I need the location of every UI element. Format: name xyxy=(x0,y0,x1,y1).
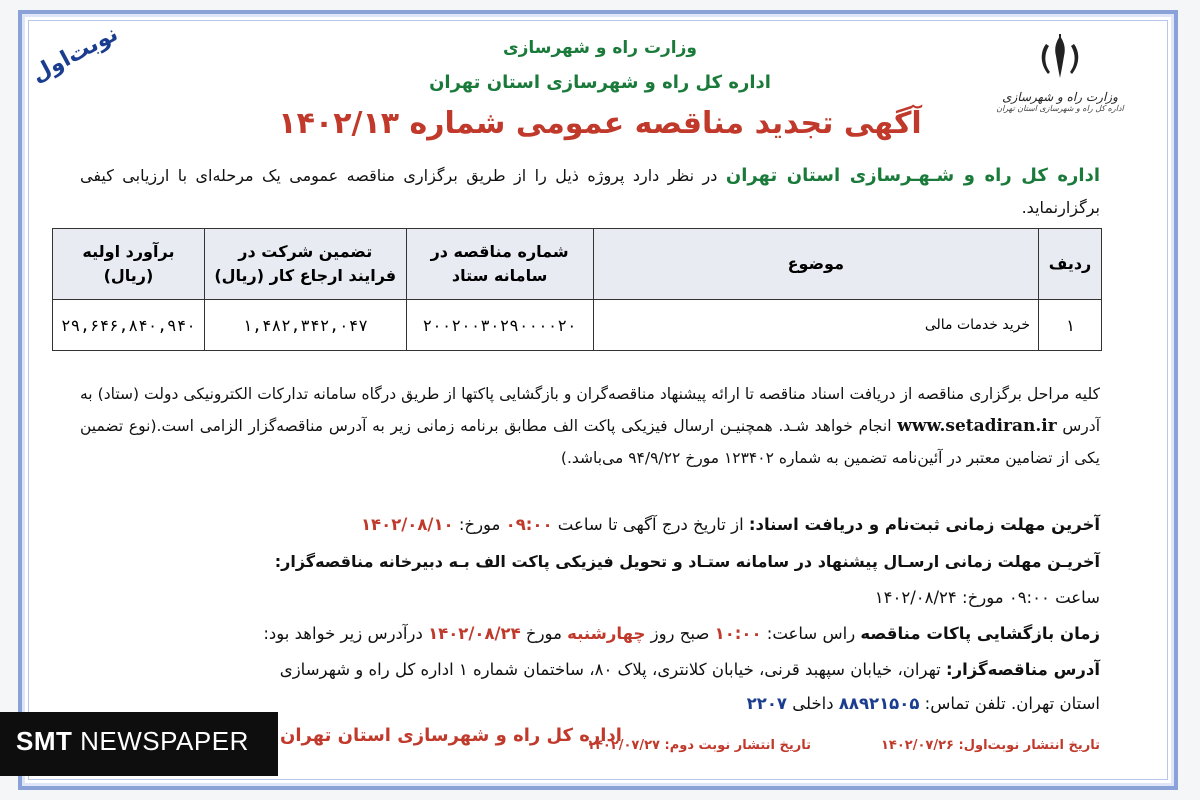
newspaper-watermark xyxy=(0,712,278,776)
opening-text4: درآدرس زیر خواهد بود: xyxy=(263,624,429,643)
ext-label: داخلی xyxy=(786,694,839,713)
intro-text: در نظر دارد پروژه ذیل را از طریق برگزاری مناقصه عمومی یک مرحله‌ای با ارزیابی کیفی برگزارنماید. xyxy=(80,166,1100,217)
header-subject: موضوع xyxy=(593,229,1038,300)
deadline1-date: ۱۴۰۲/۰۸/۱۰ xyxy=(360,515,454,534)
first-publication-date: تاریخ انتشار نوبت‌اول: ۱۴۰۲/۰۷/۲۶ xyxy=(881,738,1100,753)
phone-line xyxy=(80,694,1100,713)
opening-label: زمان بازگشایی پاکات مناقصه xyxy=(860,624,1100,643)
address-text: تهران، خیابان سپهبد قرنی، خیابان کلانتری، پلاک ۸۰، ساختمان شماره ۱ اداره کل راه و شهرسازی xyxy=(279,660,947,679)
header-guarantee: تضمین شرکت در فرایند ارجاع کار (ریال) xyxy=(204,229,406,300)
deadline2-text: ساعت ۰۹:۰۰ مورخ: ۱۴۰۲/۰۸/۲۴ xyxy=(874,588,1100,607)
tender-table xyxy=(52,228,1102,351)
header-row-no: ردیف xyxy=(1039,229,1102,300)
watermark-name: NEWSPAPER xyxy=(80,726,249,756)
opening-time-value: ۱۰:۰۰ xyxy=(714,624,762,643)
deadline1-text: از تاریخ درج آگهی تا ساعت xyxy=(552,515,749,534)
footer-issuer: اداره کل راه و شهرسازی استان تهران xyxy=(280,725,622,746)
procedure-paragraph xyxy=(80,378,1100,474)
deadline-submission xyxy=(80,552,1100,571)
deadline1-label: آخرین مهلت زمانی ثبت‌نام و دریافت اسناد: xyxy=(748,515,1100,534)
office-name: اداره کل راه و شهرسازی استان تهران xyxy=(429,72,771,93)
address-label: آدرس مناقصه‌گزار: xyxy=(946,660,1100,679)
opening-text3: مورخ xyxy=(520,624,568,643)
opening-day: چهارشنبه xyxy=(567,624,646,643)
cell-row-no: ۱ xyxy=(1039,300,1102,351)
header-estimate: برآورد اولیه (ریال) xyxy=(53,229,205,300)
procedure-text-1: کلیه مراحل برگزاری مناقصه از دریافت اسناد مناقصه تا ارائه پیشنهاد مناقصه‌گران و بازگشایی پاکتها از طریق درگاه سامانه تدارکات الکترونیکی دولت (ستاد) به آدرس xyxy=(80,385,1100,435)
table-row xyxy=(53,300,1102,351)
intro-org: اداره کل راه و شـهـرسازی استان تهران xyxy=(725,165,1100,186)
cell-estimate: ۲۹,۶۴۶,۸۴۰,۹۴۰ xyxy=(53,300,205,351)
opening-text1: راس ساعت: xyxy=(761,624,861,643)
publication-dates xyxy=(587,738,1100,753)
deadline2-label: آخریـن مهلت زمانی ارسـال پیشنهاد در سامانه ستـاد و تحویل فیزیکی پاکت الف بـه دبیرخانه مناقصه‌گزار: xyxy=(274,552,1100,571)
header-tender-no: شماره مناقصه در سامانه ستاد xyxy=(406,229,593,300)
intro-paragraph xyxy=(80,160,1100,224)
cell-subject: خرید خدمات مالی xyxy=(593,300,1038,351)
opening-date: ۱۴۰۲/۰۸/۲۴ xyxy=(428,624,521,643)
logo-office-text: اداره کل راه و شهرسازی استان تهران xyxy=(996,104,1124,113)
cell-tender-no: ۲۰۰۲۰۰۳۰۲۹۰۰۰۰۲۰ xyxy=(406,300,593,351)
deadline1-time: ۰۹:۰۰ xyxy=(505,515,553,534)
deadline-submission-time xyxy=(80,588,1100,607)
deadline-registration xyxy=(80,515,1100,534)
phone-ext: ۲۲۰۷ xyxy=(746,694,787,713)
opening-time xyxy=(80,624,1100,643)
procedure-text-2: انجام خواهد شـد. همچنیـن ارسال فیزیکی پاکت الف مطابق برنامه زمانی زیر به آدرس مناقصه‌گزار الزامی است.(نوع تضمین یکی از تضامین معتبر در آئین‌نامه تضمین به شماره ۱۲۳۴۰۲ مورخ ۹۴/۹/۲۲ می‌باشد.) xyxy=(80,417,1100,467)
address-line xyxy=(80,660,1100,679)
watermark-brand: SMT xyxy=(16,726,73,756)
phone-number: ۸۸۹۲۱۵۰۵ xyxy=(838,694,920,713)
first-issue-badge: نوبت‌اول xyxy=(27,21,123,88)
cell-guarantee: ۱,۴۸۲,۳۴۲,۰۴۷ xyxy=(204,300,406,351)
deadline1-date-label: مورخ: xyxy=(453,515,506,534)
address-text2: استان تهران. تلفن تماس: xyxy=(919,694,1100,713)
second-publication-date: تاریخ انتشار نوبت دوم: ۱۴۰۲/۰۷/۲۷ xyxy=(587,738,811,753)
ministry-name: وزارت راه و شهرسازی xyxy=(502,38,697,58)
ad-title: آگهی تجدید مناقصه عمومی شماره ۱۴۰۲/۱۳ xyxy=(278,106,922,141)
opening-text2: صبح روز xyxy=(645,624,715,643)
table-header-row xyxy=(53,229,1102,300)
logo-ministry-text: وزارت راه و شهرسازی xyxy=(1002,90,1118,104)
setad-url-link[interactable]: www.setadiran.ir xyxy=(897,416,1057,436)
